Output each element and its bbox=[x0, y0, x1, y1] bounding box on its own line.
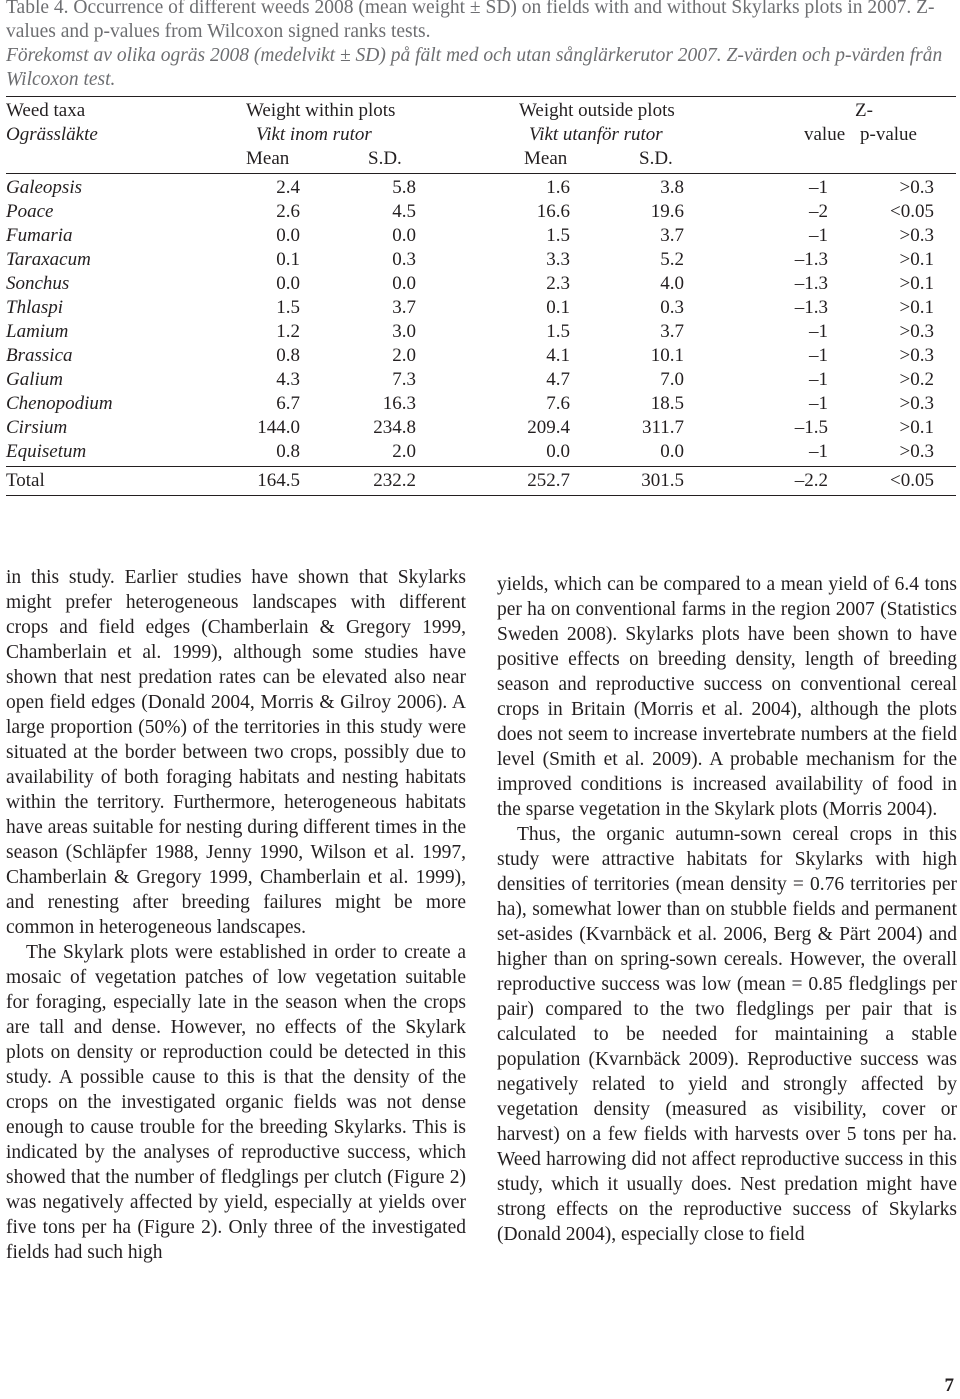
cell-z-value: –1.5 bbox=[794, 417, 828, 438]
cell-taxon: Brassica bbox=[6, 345, 73, 366]
cell-outside-mean: 1.6 bbox=[546, 177, 570, 198]
cell-outside-mean: 0.1 bbox=[546, 297, 570, 318]
body-column-right bbox=[497, 572, 957, 1247]
cell-p-value: <0.05 bbox=[890, 470, 934, 491]
cell-z-value: –2.2 bbox=[794, 470, 828, 491]
header-outside-mean: Mean bbox=[524, 148, 568, 169]
header-outside-en: Weight outside plots bbox=[519, 100, 675, 121]
cell-within-mean: 0.0 bbox=[276, 225, 300, 246]
cell-z-value: –1 bbox=[809, 321, 828, 342]
cell-outside-mean: 1.5 bbox=[546, 225, 570, 246]
header-taxa-sv: Ogrässläkte bbox=[6, 124, 98, 145]
cell-taxon: Sonchus bbox=[6, 273, 70, 294]
cell-outside-sd: 18.5 bbox=[650, 393, 684, 414]
cell-within-mean: 4.3 bbox=[276, 369, 300, 390]
cell-within-mean: 164.5 bbox=[257, 470, 300, 491]
cell-within-mean: 144.0 bbox=[257, 417, 300, 438]
cell-taxon: Poace bbox=[6, 201, 54, 222]
paragraph: in this study. Earlier studies have shown that Skylarks might prefer heterogeneous landscapes with different crops and field edges (Chamberlain & Gregory 1999, Chamberlain et al. 1999), although some studies have shown that nest predation rates can be elevated also near open field edges (Donald 2004, Morris & Gilroy 2006). A large proportion (50%) of the territories in this study were situated at the border between two crops, possibly due to availability of both foraging habitats and nesting habitats within the territory. Furthermore, heterogeneous habitats have areas suitable for nesting during different times in the season (Schläpfer 1988, Jenny 1990, Wilson et al. 1997, Chamberlain & Gregory 1999, Chamberlain et al. 1999), and renesting after breeding failures might be more common in heterogeneous landscapes. bbox=[6, 567, 466, 938]
cell-outside-mean: 209.4 bbox=[527, 417, 570, 438]
cell-p-value: >0.3 bbox=[899, 345, 934, 366]
cell-within-mean: 6.7 bbox=[276, 393, 300, 414]
cell-within-mean: 0.8 bbox=[276, 441, 300, 462]
cell-taxon: Fumaria bbox=[6, 225, 73, 246]
cell-outside-sd: 3.7 bbox=[660, 225, 684, 246]
cell-p-value: >0.1 bbox=[899, 417, 934, 438]
caption-english: Table 4. Occurrence of different weeds 2008 (mean weight ± SD) on fields with and without Skylarks plots in 2007. Z-values and p-values from Wilcoxon signed ranks tests. bbox=[6, 0, 935, 42]
cell-taxon: Lamium bbox=[6, 321, 69, 342]
table-total-rule bbox=[6, 466, 956, 467]
cell-p-value: >0.2 bbox=[899, 369, 934, 390]
cell-p-value: >0.3 bbox=[899, 225, 934, 246]
cell-p-value: >0.1 bbox=[899, 297, 934, 318]
cell-z-value: –1 bbox=[809, 393, 828, 414]
page-number: 7 bbox=[944, 1375, 954, 1396]
cell-outside-sd: 5.2 bbox=[660, 249, 684, 270]
table-caption bbox=[6, 0, 956, 92]
cell-within-mean: 1.2 bbox=[276, 321, 300, 342]
table-header-rule bbox=[6, 173, 956, 174]
cell-outside-mean: 2.3 bbox=[546, 273, 570, 294]
cell-taxon: Total bbox=[6, 470, 45, 491]
cell-outside-mean: 3.3 bbox=[546, 249, 570, 270]
cell-within-sd: 4.5 bbox=[392, 201, 416, 222]
cell-within-mean: 0.1 bbox=[276, 249, 300, 270]
header-z-top: Z- bbox=[855, 100, 873, 121]
cell-within-sd: 7.3 bbox=[392, 369, 416, 390]
cell-outside-sd: 3.7 bbox=[660, 321, 684, 342]
cell-within-mean: 2.6 bbox=[276, 201, 300, 222]
cell-within-sd: 3.0 bbox=[392, 321, 416, 342]
cell-z-value: –1 bbox=[809, 225, 828, 246]
cell-taxon: Cirsium bbox=[6, 417, 68, 438]
header-within-sv: Vikt inom rutor bbox=[256, 124, 372, 145]
cell-within-mean: 1.5 bbox=[276, 297, 300, 318]
cell-within-sd: 2.0 bbox=[392, 345, 416, 366]
cell-z-value: –2 bbox=[809, 201, 828, 222]
cell-within-mean: 2.4 bbox=[276, 177, 300, 198]
paragraph: The Skylark plots were established in order to create a mosaic of vegetation patches of low vegetation suitable for foraging, especially late in the season when the crops are tall and dense. However, no effects of the Skylark plots on density or reproduction could be detected in this study. A possible cause to this is that the density of the crops on the investigated organic fields was not dense enough to cause trouble for the breeding Skylarks. This is indicated by the analyses of reproductive success, which showed that the number of fledglings per clutch (Figure 2) was negatively affected by yield, especially at yields over five tons per ha (Figure 2). Only three of the investigated fields had such high bbox=[6, 942, 466, 1263]
table-bottom-rule bbox=[6, 495, 956, 496]
cell-taxon: Taraxacum bbox=[6, 249, 91, 270]
cell-within-sd: 0.0 bbox=[392, 225, 416, 246]
cell-outside-mean: 0.0 bbox=[546, 441, 570, 462]
cell-outside-sd: 0.3 bbox=[660, 297, 684, 318]
header-within-sd: S.D. bbox=[368, 148, 402, 169]
table-top-rule bbox=[6, 96, 956, 97]
cell-z-value: –1.3 bbox=[794, 297, 828, 318]
cell-z-value: –1.3 bbox=[794, 249, 828, 270]
cell-outside-mean: 7.6 bbox=[546, 393, 570, 414]
cell-p-value: <0.05 bbox=[890, 201, 934, 222]
cell-within-sd: 234.8 bbox=[373, 417, 416, 438]
cell-taxon: Chenopodium bbox=[6, 393, 113, 414]
cell-outside-sd: 311.7 bbox=[641, 417, 684, 438]
cell-outside-mean: 4.1 bbox=[546, 345, 570, 366]
cell-taxon: Galeopsis bbox=[6, 177, 82, 198]
cell-p-value: >0.1 bbox=[899, 273, 934, 294]
cell-outside-sd: 3.8 bbox=[660, 177, 684, 198]
cell-outside-sd: 0.0 bbox=[660, 441, 684, 462]
cell-within-sd: 5.8 bbox=[392, 177, 416, 198]
header-z-bottom: value bbox=[804, 124, 846, 145]
cell-within-sd: 16.3 bbox=[382, 393, 416, 414]
cell-within-mean: 0.8 bbox=[276, 345, 300, 366]
paragraph: yields, which can be compared to a mean yield of 6.4 tons per ha on conventional farms in the region 2007 (Statistics Sweden 2008). Skylarks plots have been shown to have positive effects on breeding density, length of breeding season and reproductive success on conventional cereal crops in Britain (Morris et al. 2004), although the plots does not seem to increase invertebrate numbers at the field level (Smith et al. 2009). A probable mechanism for the improved conditions is increased availability of food in the sparse vegetation in the Skylark plots (Morris 2004). bbox=[497, 574, 957, 820]
header-outside-sd: S.D. bbox=[639, 148, 673, 169]
cell-outside-mean: 4.7 bbox=[546, 369, 570, 390]
cell-p-value: >0.3 bbox=[899, 177, 934, 198]
header-within-en: Weight within plots bbox=[246, 100, 396, 121]
cell-within-sd: 3.7 bbox=[392, 297, 416, 318]
cell-outside-mean: 1.5 bbox=[546, 321, 570, 342]
header-p-value: p-value bbox=[860, 124, 917, 145]
cell-z-value: –1 bbox=[809, 369, 828, 390]
cell-within-sd: 2.0 bbox=[392, 441, 416, 462]
header-taxa-en: Weed taxa bbox=[6, 100, 86, 121]
cell-outside-sd: 19.6 bbox=[650, 201, 684, 222]
cell-taxon: Galium bbox=[6, 369, 63, 390]
cell-outside-sd: 301.5 bbox=[641, 470, 684, 491]
cell-z-value: –1 bbox=[809, 441, 828, 462]
cell-p-value: >0.3 bbox=[899, 393, 934, 414]
cell-z-value: –1 bbox=[809, 177, 828, 198]
cell-outside-mean: 252.7 bbox=[527, 470, 570, 491]
cell-outside-sd: 4.0 bbox=[660, 273, 684, 294]
cell-p-value: >0.1 bbox=[899, 249, 934, 270]
cell-z-value: –1 bbox=[809, 345, 828, 366]
cell-within-mean: 0.0 bbox=[276, 273, 300, 294]
cell-taxon: Thlaspi bbox=[6, 297, 64, 318]
caption-swedish: Förekomst av olika ogräs 2008 (medelvikt ± SD) på fält med och utan sånglärkerutor 2007. Z-värden och p-värden från Wilcoxon test. bbox=[6, 45, 943, 90]
header-within-mean: Mean bbox=[246, 148, 290, 169]
cell-within-sd: 0.0 bbox=[392, 273, 416, 294]
cell-outside-sd: 10.1 bbox=[650, 345, 684, 366]
cell-z-value: –1.3 bbox=[794, 273, 828, 294]
paragraph: Thus, the organic autumn-sown cereal crops in this study were attractive habitats for Skylarks with high densities of territories (mean density = 0.76 territories per ha), somewhat lower than on stubble fields and permanent set-asides (Kvarnbäck et al. 2006, Berg & Pärt 2004) and higher than on spring-sown cereals. However, the overall reproductive success was low (mean = 0.85 fledglings per pair) compared to the two fledglings per pair that is calculated to be needed for maintaining a stable population (Kvarnbäck 2009). Reproductive success was negatively related to yield and strongly affected by vegetation density (measured as visibility, cover or harvest) on a few fields with harvests over 5 tons per ha. Weed harrowing did not affect reproductive success in this study, which it usually does. Nest predation might have strong effects on the reproductive success of Skylarks (Donald 2004), especially close to field bbox=[497, 824, 957, 1245]
cell-outside-mean: 16.6 bbox=[536, 201, 570, 222]
header-outside-sv: Vikt utanför rutor bbox=[529, 124, 663, 145]
cell-p-value: >0.3 bbox=[899, 321, 934, 342]
cell-within-sd: 0.3 bbox=[392, 249, 416, 270]
cell-taxon: Equisetum bbox=[6, 441, 87, 462]
cell-p-value: >0.3 bbox=[899, 441, 934, 462]
body-column-left bbox=[6, 565, 466, 1265]
cell-outside-sd: 7.0 bbox=[660, 369, 684, 390]
cell-within-sd: 232.2 bbox=[373, 470, 416, 491]
